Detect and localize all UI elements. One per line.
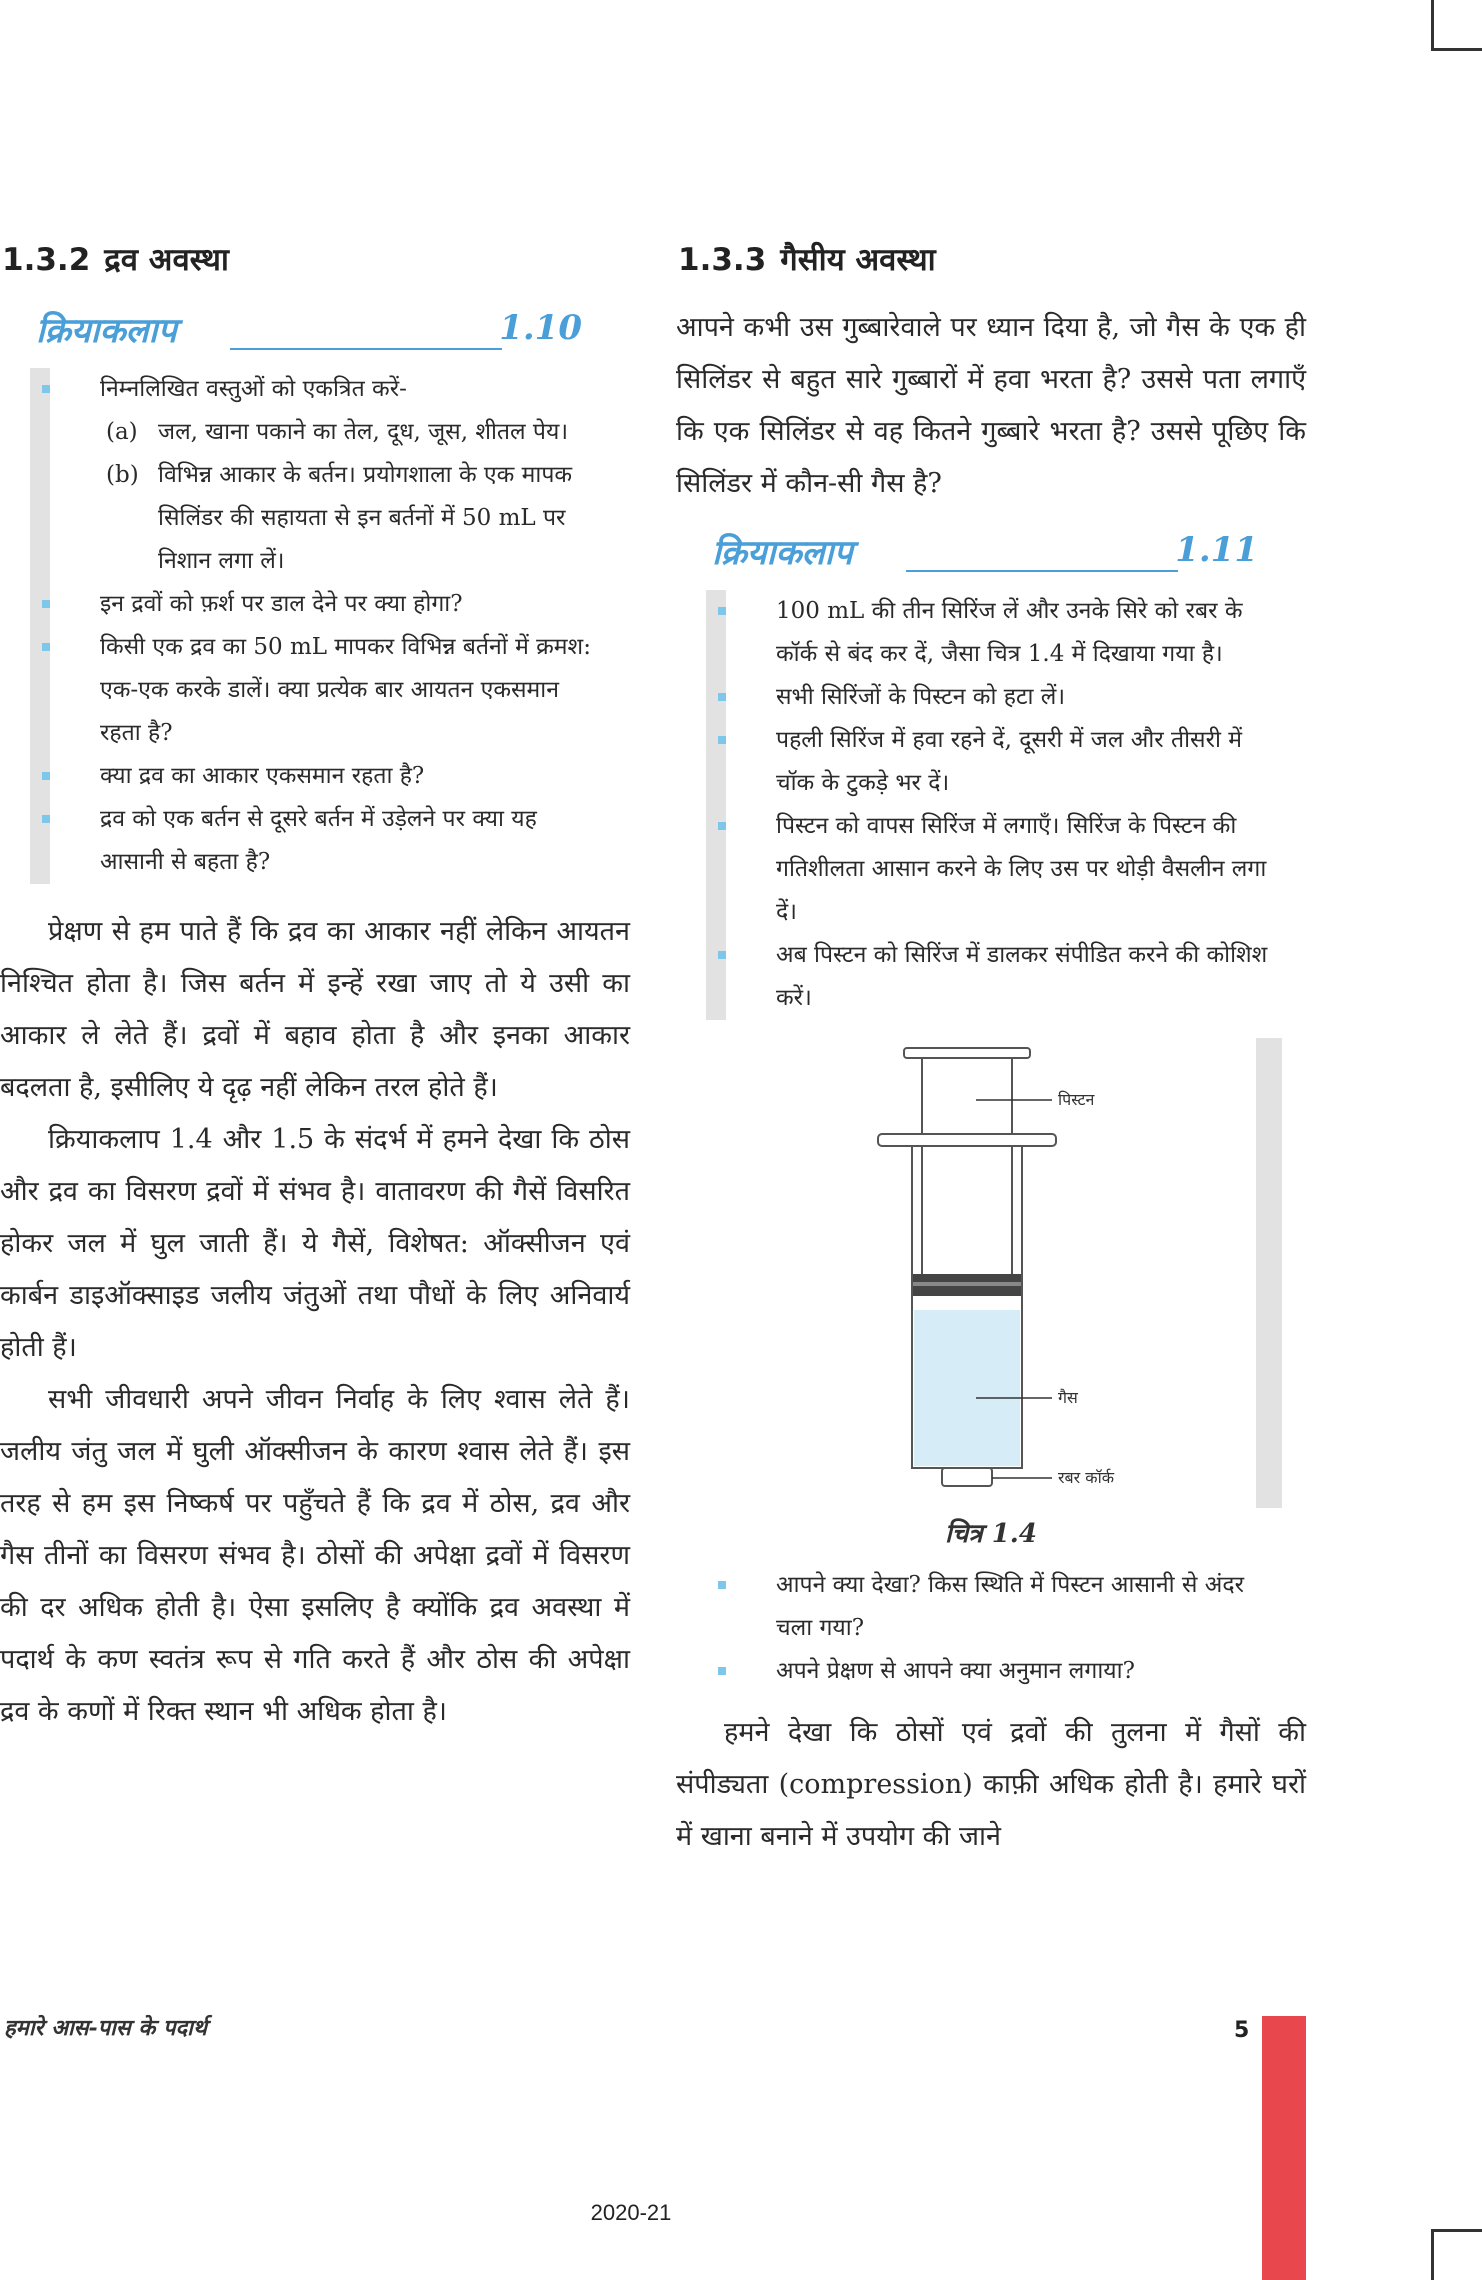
bullet-icon xyxy=(718,1581,726,1589)
figure-side-bar xyxy=(1256,1038,1282,1508)
book-title-footer: हमारे आस-पास के पदार्थ xyxy=(4,2015,207,2041)
activity-bullet: पिस्टन को वापस सिरिंज में लगाएँ। सिरिंज के पिस्टन की गतिशीलता आसान करने के लिए उस पर थोड़ी वैसलीन लगा दें। xyxy=(776,805,1276,934)
left-column xyxy=(0,238,630,1738)
syringe-illustration xyxy=(676,1038,1256,1508)
figure-syringe xyxy=(676,1038,1306,1508)
activity-bullet: इन द्रवों को फ़र्श पर डाल देने पर क्या होगा? xyxy=(100,583,600,626)
activity-number: 1.10 xyxy=(499,308,582,348)
bullet-icon xyxy=(42,643,50,651)
activity-bullet: सभी सिरिंजों के पिस्टन को हटा लें। xyxy=(776,676,1276,719)
activity-box-1-10 xyxy=(0,368,630,884)
bullet-icon xyxy=(718,1667,726,1675)
crop-mark-bottom-right xyxy=(1431,2229,1482,2280)
bullet-icon xyxy=(718,951,726,959)
page-number: 5 xyxy=(1234,2018,1250,2043)
activity-bullet: पहली सिरिंज में हवा रहने दें, दूसरी में जल और तीसरी में चॉक के टुकड़े भर दें। xyxy=(776,719,1276,805)
activity-subitem-b: (b) विभिन्न आकार के बर्तन। प्रयोगशाला के एक मापक सिलिंडर की सहायता से इन बर्तनों में 50 mL पर निशान लगा लें। xyxy=(106,462,573,574)
activity-bullet: अपने प्रेक्षण से आपने क्या अनुमान लगाया? xyxy=(776,1650,1276,1693)
bullet-icon xyxy=(718,607,726,615)
figure-caption: चित्र 1.4 xyxy=(945,1519,1037,1549)
activity-box-questions xyxy=(676,1564,1306,1693)
activity-bullet: 100 mL की तीन सिरिंज लें और उनके सिरे को रबर के कॉर्क से बंद कर दें, जैसा चित्र 1.4 में दिखाया गया है। xyxy=(776,590,1276,676)
bullet-icon xyxy=(42,600,50,608)
activity-bullet: क्या द्रव का आकार एकसमान रहता है? xyxy=(100,755,600,798)
body-paragraph: प्रेक्षण से हम पाते हैं कि द्रव का आकार नहीं लेकिन आयतन निश्चित होता है। जिस बर्तन में इन्हें रखा जाए तो ये उसी का आकार ले लेते हैं। द्रवों में बहाव होता है और इनका आकार बदलता है, इसीलिए ये दृढ़ नहीं लेकिन तरल होते हैं। xyxy=(0,916,630,1103)
bullet-icon xyxy=(718,736,726,744)
page-edge-tab xyxy=(1262,2016,1306,2280)
activity-title: क्रियाकलाप xyxy=(36,311,177,351)
bullet-icon xyxy=(42,772,50,780)
body-paragraph: सभी जीवधारी अपने जीवन निर्वाह के लिए श्वास लेते हैं। जलीय जंतु जल में घुली ऑक्सीजन के कारण श्वास लेते हैं। इस तरह से हम इस निष्कर्ष पर पहुँचते हैं कि द्रव में ठोस, द्रव और गैस तीनों का विसरण संभव है। ठोसों की अपेक्षा द्रवों में विसरण की दर अधिक होती है। ऐसा इसलिए है क्योंकि द्रव अवस्था में पदार्थ के कण स्वतंत्र रूप से गति करते हैं और ठोस की अपेक्षा द्रव के कणों में रिक्त स्थान भी अधिक होता है। xyxy=(0,1384,630,1727)
label-rubber-cork: रबर कॉर्क xyxy=(1058,1468,1115,1487)
activity-bullet: आपने क्या देखा? किस स्थिति में पिस्टन आसानी से अंदर चला गया? xyxy=(776,1564,1276,1650)
activity-side-bar xyxy=(30,368,50,884)
bullet-icon xyxy=(718,693,726,701)
body-paragraph: क्रियाकलाप 1.4 और 1.5 के संदर्भ में हमने देखा कि ठोस और द्रव का विसरण द्रवों में संभव है। वातावरण की गैसें विसरित होकर जल में घुल जाती हैं। ये गैसें, विशेषत: ऑक्सीजन एवं कार्बन डाइऑक्साइड जलीय जंतुओं तथा पौधों के लिए अनिवार्य होती हैं। xyxy=(0,1124,630,1363)
label-gas: गैस xyxy=(1058,1388,1078,1407)
section-heading-gas xyxy=(678,238,1306,280)
bullet-icon xyxy=(42,815,50,823)
label-piston: पिस्टन xyxy=(1058,1090,1095,1109)
section-heading-liquid xyxy=(2,238,630,280)
body-paragraph: हमने देखा कि ठोसों एवं द्रवों की तुलना में गैसों की संपीड्यता (compression) काफ़ी अधिक होती है। हमारे घरों में खाना बनाने में उपयोग की जाने xyxy=(676,1717,1306,1852)
activity-subitem-a: (a) जल, खाना पकाने का तेल, दूध, जूस, शीतल पेय। xyxy=(106,419,569,445)
crop-mark-top-right xyxy=(1431,0,1482,51)
bullet-icon xyxy=(42,385,50,393)
activity-bullet: निम्नलिखित वस्तुओं को एकत्रित करें- xyxy=(100,368,600,411)
bullet-icon xyxy=(718,822,726,830)
activity-bullet: द्रव को एक बर्तन से दूसरे बर्तन में उड़ेलने पर क्या यह आसानी से बहता है? xyxy=(100,798,600,884)
section-title: द्रव अवस्था xyxy=(104,242,229,278)
section-number: 1.3.2 xyxy=(2,242,91,278)
activity-rule xyxy=(906,570,1178,572)
section-number: 1.3.3 xyxy=(678,242,767,278)
activity-header-1-10 xyxy=(0,302,630,360)
right-column xyxy=(676,238,1306,1863)
edition-year: 2020-21 xyxy=(590,2200,672,2225)
activity-header-1-11 xyxy=(676,524,1306,582)
activity-bullet: अब पिस्टन को सिरिंज में डालकर संपीडित करने की कोशिश करें। xyxy=(776,934,1276,1020)
activity-number: 1.11 xyxy=(1175,530,1258,570)
body-paragraph: आपने कभी उस गुब्बारेवाले पर ध्यान दिया है, जो गैस के एक ही सिलिंडर से बहुत सारे गुब्बारों में हवा भरता है? उससे पता लगाएँ कि एक सिलिंडर से वह कितने गुब्बारे भरता है? उससे पूछिए कि सिलिंडर में कौन-सी गैस है? xyxy=(676,312,1306,499)
activity-bullet: किसी एक द्रव का 50 mL मापकर विभिन्न बर्तनों में क्रमश: एक-एक करके डालें। क्या प्रत्येक बार आयतन एकसमान रहता है? xyxy=(100,626,600,755)
activity-title: क्रियाकलाप xyxy=(712,533,853,573)
section-title: गैसीय अवस्था xyxy=(780,242,936,278)
activity-rule xyxy=(230,348,502,350)
activity-box-1-11 xyxy=(676,590,1306,1020)
